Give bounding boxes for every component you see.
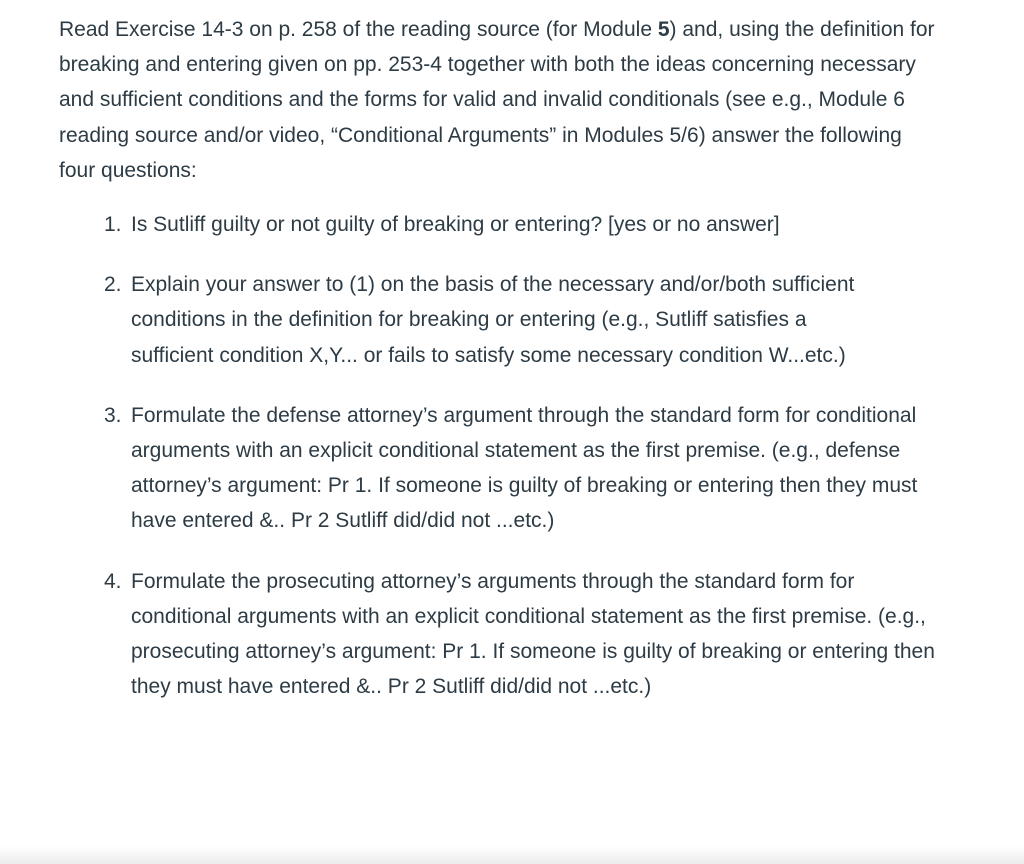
question-item-1: [59, 207, 951, 242]
question-text: Formulate the prosecuting attorney’s arguments through the standard form for conditional arguments with an explicit conditional statement as the first premise. (e.g., prosecuting attorney’s argument: Pr 1. If someone is guilty of breaking or entering then they must have entered &.. Pr 2 Sutliff did/did not ...etc.): [131, 569, 935, 699]
question-list: [59, 207, 959, 704]
intro-text-part1: Read Exercise 14-3 on p. 258 of the reading source (for Module: [59, 18, 658, 41]
assignment-content: [59, 12, 959, 704]
question-item-3: [59, 398, 923, 539]
question-number: 3.: [104, 403, 122, 427]
question-number: 2.: [104, 273, 122, 297]
intro-text-part2: ) and, using the definition for breaking and entering given on pp. 253-4 together with both the ideas concerning necessary and sufficient conditions and the forms for valid and invalid conditionals (see e.g., Module 6 reading source and/or video, “Conditional Arguments” in Modules 5/6) answer the following four questions:: [59, 18, 935, 182]
question-text: Explain your answer to (1) on the basis of the necessary and/or/both sufficient conditions in the definition for breaking or entering (e.g., Sutliff satisfies a sufficient condition X,Y... or fails to satisfy some necessary condition W...etc.): [131, 273, 855, 367]
intro-module-number: 5: [657, 18, 670, 41]
intro-paragraph: [59, 12, 939, 188]
question-text: Formulate the defense attorney’s argument through the standard form for conditional arguments with an explicit conditional statement as the first premise. (e.g., defense attorney’s argument: Pr 1. If someone is guilty of breaking or entering then they must have entered &.. Pr 2 Sutliff did/did not ...etc.): [131, 403, 918, 533]
bottom-edge-shadow: [0, 846, 1024, 864]
question-number: 4.: [104, 569, 122, 593]
question-text: Is Sutliff guilty or not guilty of breaking or entering? [yes or no answer]: [131, 213, 780, 237]
question-number: 1.: [104, 213, 122, 237]
question-item-4: [59, 564, 951, 705]
question-item-2: [59, 267, 871, 373]
